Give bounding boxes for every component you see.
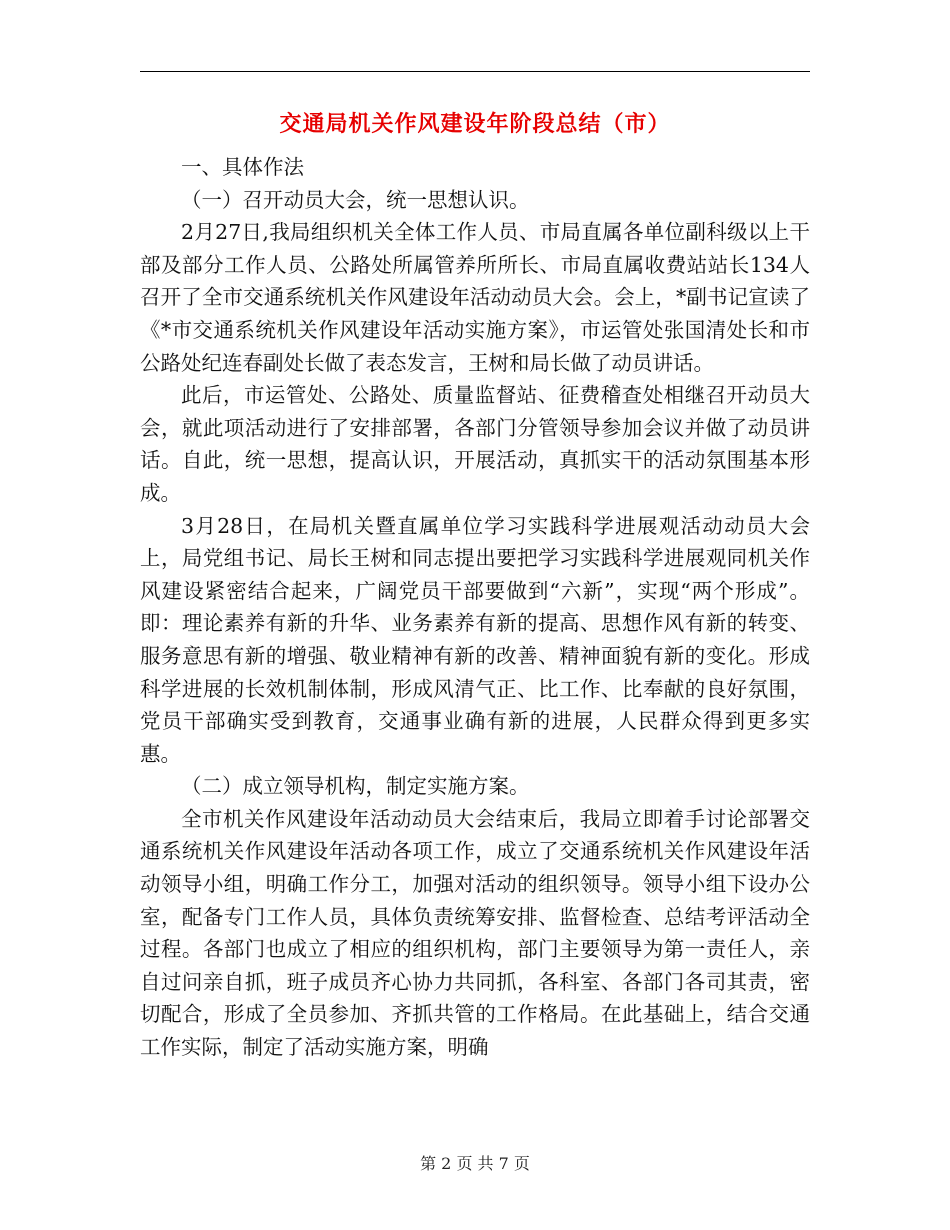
document-body — [140, 151, 810, 1064]
subsection-heading: （一）召开动员大会，统一思想认识。 — [181, 187, 530, 212]
page-number-footer: 第 2 页 共 7 页 — [420, 1154, 530, 1173]
body-paragraph: 3月28日，在局机关暨直属单位学习实践科学进展观活动动员大会上，局党组书记、局长王树和同志提出要把学习实践科学进展观同机关作风建设紧密结合起来，广阔党员干部要做到“六新”，实现“两个形成”。即：理论素养有新的升华、业务素养有新的提高、思想作风有新的转变、服务意思有新的增强、敬业精神有新的改善、精神面貌有新的变化。形成科学进展的长效机制体制，形成风清气正、比工作、比奉献的良好氛围，党员干部确实受到教育，交通事业确有新的进展，人民群众得到更多实惠。 — [140, 513, 810, 766]
body-paragraph: 2月27日,我局组织机关全体工作人员、市局直属各单位副科级以上干部及部分工作人员、公路处所属管养所所长、市局直属收费站站长134人召开了全市交通系统机关作风建设年活动动员大会。会上，*副书记宣读了《*市交通系统机关作风建设年活动实施方案》，市运管处张国清处长和市公路处纪连春副处长做了表态发言，王树和局长做了动员讲话。 — [140, 220, 810, 375]
subsection-heading: （二）成立领导机构，制定实施方案。 — [181, 774, 530, 799]
section-heading: 一、具体作法 — [181, 155, 304, 179]
header-rule — [140, 71, 810, 72]
document-title: 交通局机关作风建设年阶段总结（市） — [279, 112, 671, 137]
body-paragraph: 此后，市运管处、公路处、质量监督站、征费稽查处相继召开动员大会，就此项活动进行了安排部署，各部门分管领导参加会议并做了动员讲话。自此，统一思想，提高认识，开展活动，真抓实干的活动氛围基本形成。 — [140, 383, 810, 505]
body-paragraph: 全市机关作风建设年活动动员大会结束后，我局立即着手讨论部署交通系统机关作风建设年活动各项工作，成立了交通系统机关作风建设年活动领导小组，明确工作分工，加强对活动的组织领导。领导小组下设办公室，配备专门工作人员，具体负责统筹安排、监督检查、总结考评活动全过程。各部门也成立了相应的组织机构，部门主要领导为第一责任人，亲自过问亲自抓，班子成员齐心协力共同抓，各科室、各部门各司其责，密切配合，形成了全员参加、齐抓共管的工作格局。在此基础上，结合交通工作实际，制定了活动实施方案，明确 — [140, 806, 810, 1060]
